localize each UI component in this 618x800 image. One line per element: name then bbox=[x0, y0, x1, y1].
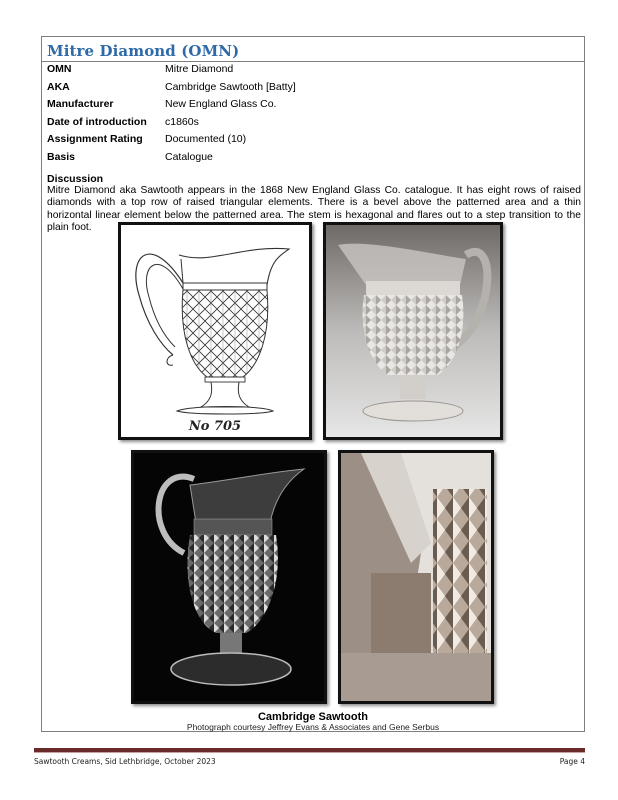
pitcher-drawing bbox=[121, 225, 309, 437]
property-row bbox=[47, 150, 577, 168]
catalogue-number: No 705 bbox=[188, 419, 242, 434]
image-caption-credit: Photograph courtesy Jeffrey Evans & Associates and Gene Serbus bbox=[186, 722, 440, 732]
pattern-closeup-photo bbox=[338, 450, 494, 704]
discussion-heading: Discussion bbox=[47, 173, 104, 185]
property-row bbox=[47, 115, 577, 133]
property-label: OMN bbox=[47, 63, 72, 75]
pitcher-photo-grey bbox=[323, 222, 503, 440]
property-label: AKA bbox=[47, 80, 70, 93]
property-value: Catalogue bbox=[165, 150, 213, 163]
catalogue-drawing-image bbox=[118, 222, 312, 440]
pitcher-photo bbox=[326, 225, 500, 437]
property-value: Cambridge Sawtooth [Batty] bbox=[165, 80, 296, 93]
property-row bbox=[47, 80, 577, 98]
closeup-detail bbox=[341, 453, 491, 701]
property-row bbox=[47, 62, 577, 80]
property-row bbox=[47, 97, 577, 115]
property-value: Documented (10) bbox=[165, 133, 247, 145]
pitcher-photo-dark bbox=[134, 453, 324, 701]
properties-table bbox=[47, 62, 577, 167]
property-label: Basis bbox=[47, 150, 76, 163]
property-row bbox=[47, 132, 577, 150]
footer-document-info: Sawtooth Creams, Sid Lethbridge, October 2023 bbox=[34, 757, 216, 766]
footer-page-number: Page 4 bbox=[559, 757, 585, 766]
discussion-text: Mitre Diamond aka Sawtooth appears in the 1868 New England Glass Co. catalogue. It has eight rows of raised diamonds with a top row of raised triangular elements. There is a bevel above the patterned area and a thin horizontal linear element below the patterned area. The stem is hexagonal and flares out to a step transition to the plain foot. bbox=[47, 185, 581, 233]
image-caption-title: Cambridge Sawtooth bbox=[257, 711, 368, 723]
property-value: c1860s bbox=[165, 115, 199, 128]
pitcher-photo-black bbox=[131, 450, 327, 704]
property-value: Mitre Diamond bbox=[165, 63, 234, 75]
property-label: Assignment Rating bbox=[47, 133, 143, 145]
page-title: Mitre Diamond (OMN) bbox=[47, 42, 240, 60]
footer-divider bbox=[34, 748, 585, 753]
property-label: Manufacturer bbox=[47, 98, 114, 110]
property-label: Date of introduction bbox=[47, 115, 147, 128]
property-value: New England Glass Co. bbox=[165, 98, 277, 110]
